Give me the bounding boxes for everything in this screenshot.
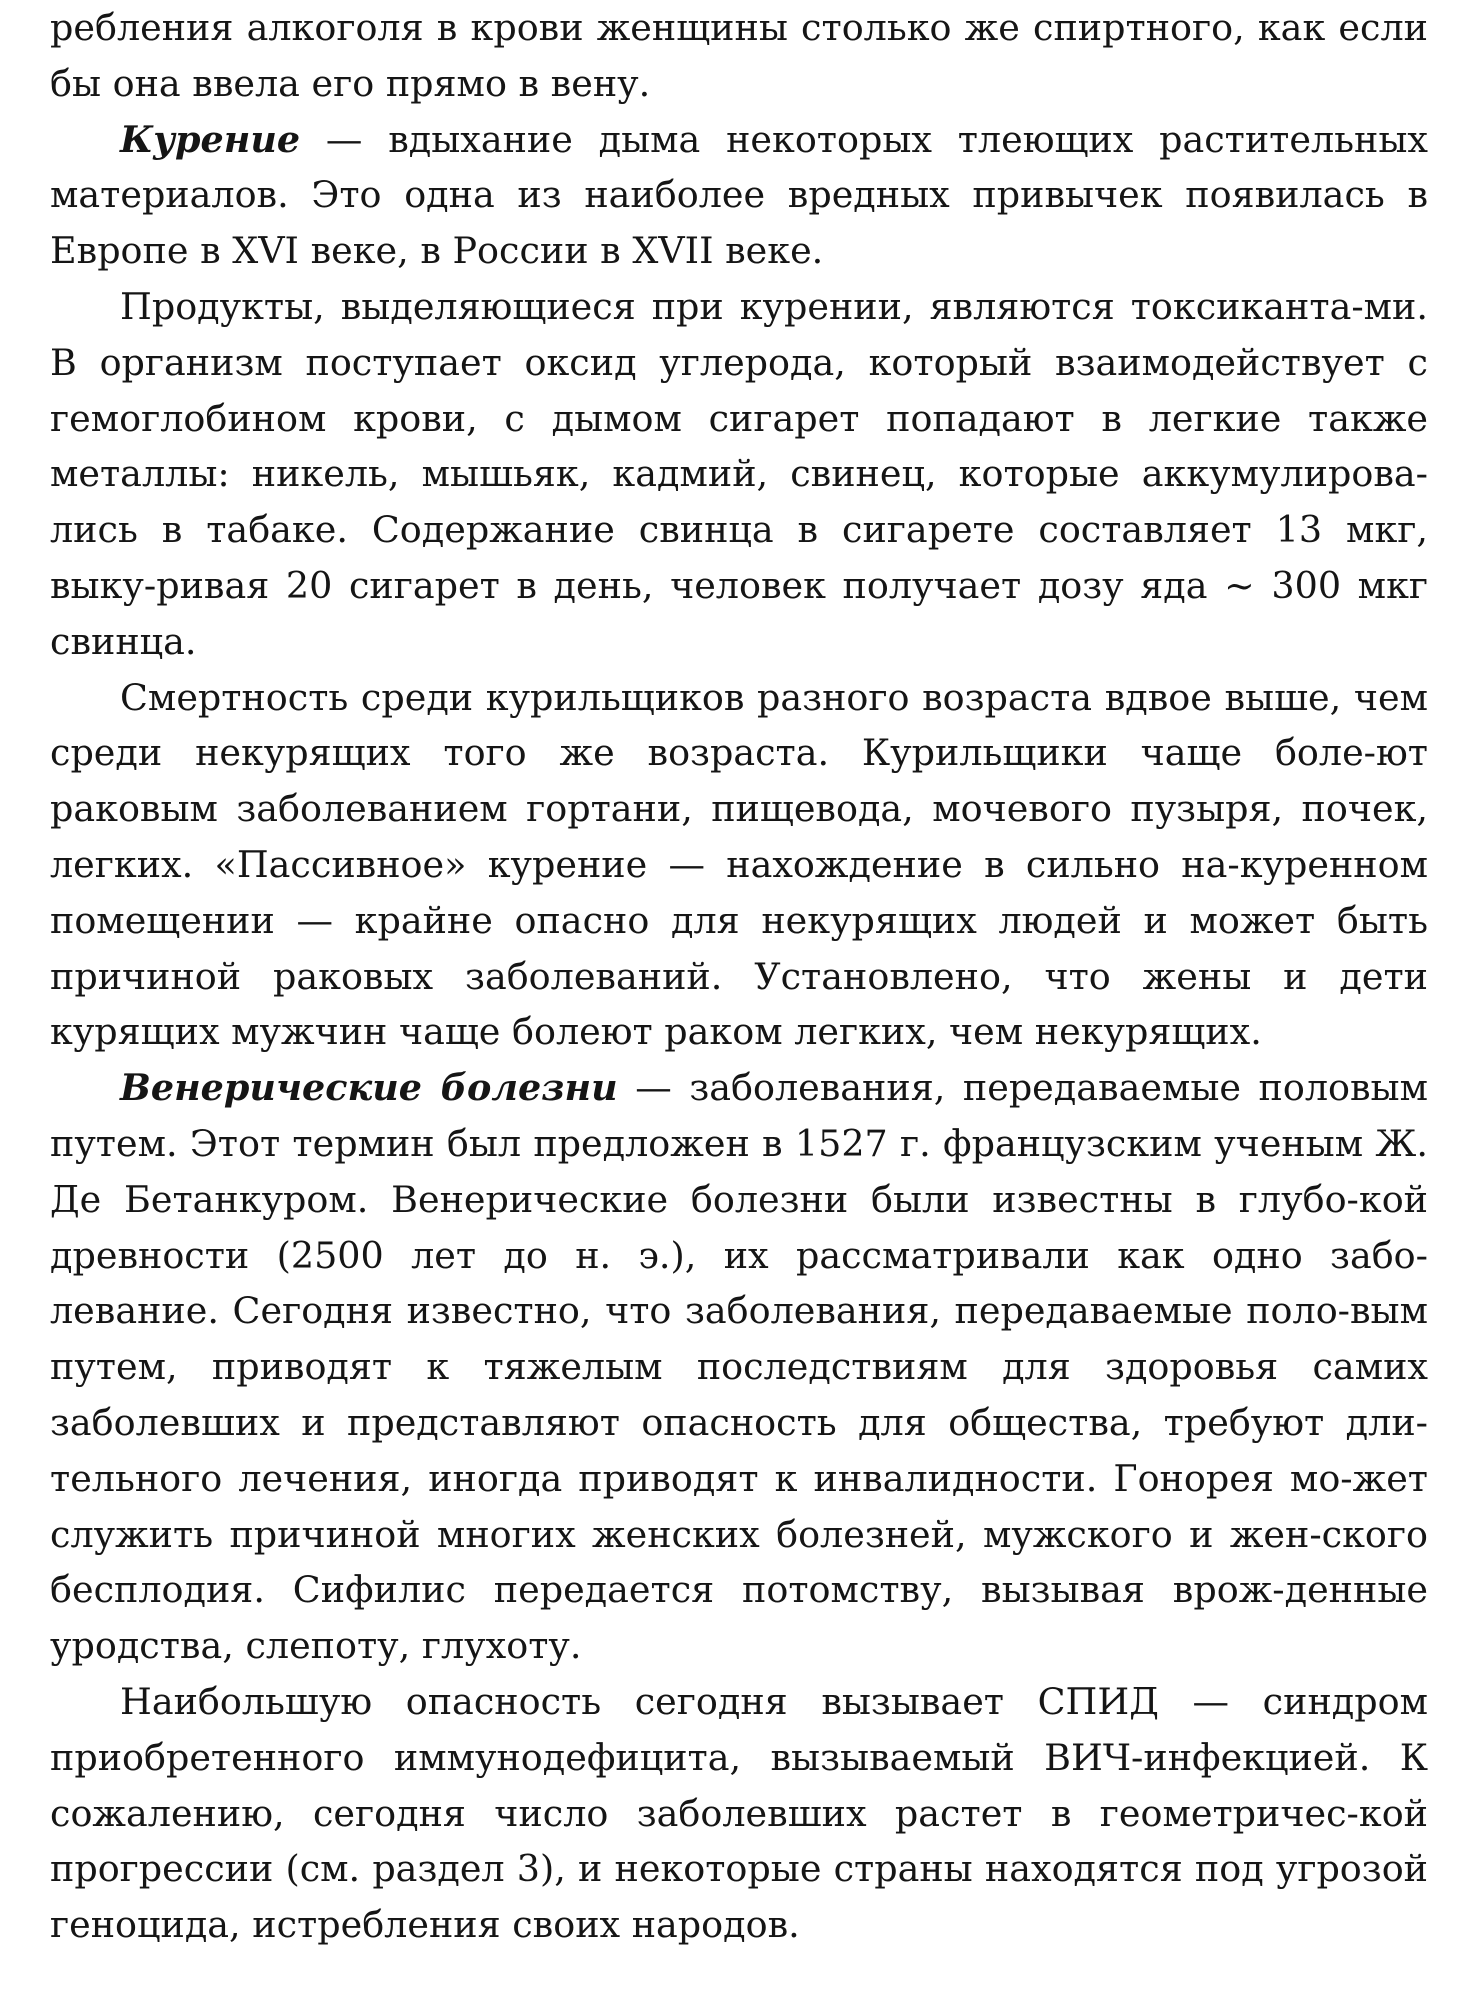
paragraph-aids	[50, 1674, 1428, 1953]
document-page	[50, 0, 1428, 1953]
paragraph-smoking-definition	[50, 112, 1428, 279]
paragraph-smoking-products	[50, 279, 1428, 670]
paragraph-smoking-mortality	[50, 670, 1428, 1061]
paragraph-text: Смертность среди курильщиков разного возраста вдвое выше, чем среди некурящих того же возраста. Курильщики чаще боле-ют раковым заболеванием гортани, пищевода, мочевого пузыря, почек, легких. «Пассивное» курение — нахождение в сильно на-куренном помещении — крайне опасно для некурящих людей и может быть причиной раковых заболеваний. Установлено, что жены и дети курящих мужчин чаще болеют раком легких, чем некурящих.	[50, 675, 1428, 1054]
term-venereal-diseases: Венерические болезни	[120, 1066, 618, 1110]
paragraph-text: Продукты, выделяющиеся при курении, являются токсиканта-ми. В организм поступает оксид углерода, который взаимодействует с гемоглобином крови, с дымом сигарет попадают в легкие также металлы: никель, мышьяк, кадмий, свинец, которые аккумулирова-лись в табаке. Содержание свинца в сигарете составляет 13 мкг, выку-ривая 20 сигарет в день, человек получает дозу яда ~ 300 мкг свинца.	[50, 284, 1428, 663]
paragraph-text: Наибольшую опасность сегодня вызывает СПИД — синдром приобретенного иммунодефицита, вызываемый ВИЧ-инфекцией. К сожалению, сегодня число заболевших растет в геометричес-кой прогрессии (см. раздел 3), и некоторые страны находятся под угрозой геноцида, истребления своих народов.	[50, 1679, 1428, 1947]
term-smoking: Курение	[120, 117, 301, 161]
paragraph-alcohol-tail	[50, 0, 1428, 112]
paragraph-text: — заболевания, передаваемые половым путем. Этот термин был предложен в 1527 г. французским ученым Ж. Де Бетанкуром. Венерические болезни были известны в глубо-кой древности (2500 лет до н. э.), их рассматривали как одно забо-левание. Сегодня известно, что заболевания, передаваемые поло-вым путем, приводят к тяжелым последствиям для здоровья самих заболевших и представляют опасность для общества, требуют дли-тельного лечения, иногда приводят к инвалидности. Гонорея мо-жет служить причиной многих женских болезней, мужского и жен-ского бесплодия. Сифилис передается потомству, вызывая врож-денные уродства, слепоту, глухоту.	[50, 1066, 1428, 1668]
paragraph-venereal-diseases	[50, 1060, 1428, 1674]
paragraph-text: ребления алкоголя в крови женщины столько же спиртного, как если бы она ввела его прямо в вену.	[50, 6, 1428, 105]
paragraph-text: — вдыхание дыма некоторых тлеющих растительных материалов. Это одна из наиболее вредных привычек появилась в Европе в XVI веке, в России в XVII веке.	[50, 117, 1428, 273]
